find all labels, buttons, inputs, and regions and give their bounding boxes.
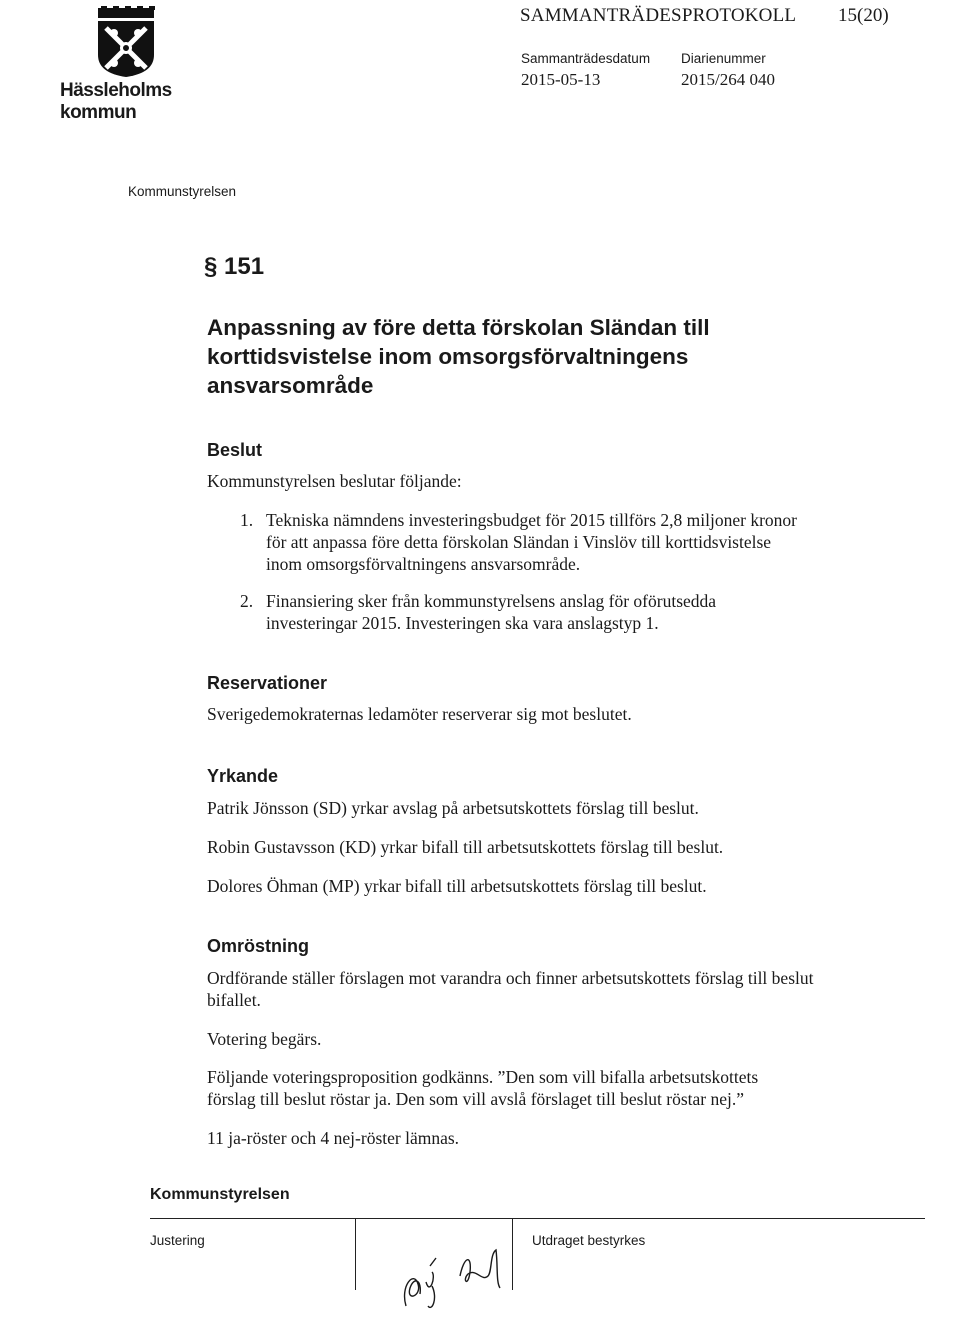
vote-heading: Omröstning <box>207 936 309 956</box>
organ-name: Kommunstyrelsen <box>128 184 237 199</box>
paragraph-number: § 151 <box>204 253 265 280</box>
reg-no: 2015/264 040 <box>681 70 775 89</box>
decision-item <box>240 509 800 575</box>
reg-no-label: Diarienummer <box>681 51 766 66</box>
vote-paragraph: Votering begärs. <box>207 1029 322 1049</box>
footer-column-divider <box>355 1218 356 1290</box>
meeting-date: 2015-05-13 <box>521 70 601 89</box>
decision-item-number: 2. <box>240 591 254 611</box>
page-number: 15(20) <box>838 5 889 26</box>
decision-item-text: Finansiering sker från kommunstyrelsens anslag för oförutsedda investeringar 2015. Investeringen ska vara anslagstyp 1. <box>266 591 717 633</box>
motion-line: Robin Gustavsson (KD) yrkar bifall till arbetsutskottets förslag till beslut. <box>207 837 724 857</box>
reservations-heading: Reservationer <box>207 673 328 693</box>
decision-heading: Beslut <box>207 440 263 460</box>
handwritten-initials <box>392 1236 522 1316</box>
decision-item-text: Tekniska nämndens investeringsbudget för 2015 tillförs 2,8 miljoner kronor för att anpassa före detta förskolan Sländan i Vinslöv till korttidsvistelse inom omsorgsförvaltningens ansvarsområde. <box>266 510 797 574</box>
justering-label: Justering <box>150 1233 205 1248</box>
motions-heading: Yrkande <box>207 766 279 786</box>
protocol-title: SAMMANTRÄDESPROTOKOLL <box>520 5 797 26</box>
decision-intro: Kommunstyrelsen beslutar följande: <box>207 471 462 491</box>
motion-line: Dolores Öhman (MP) yrkar bifall till arbetsutskottets förslag till beslut. <box>207 876 707 896</box>
decision-item <box>240 590 800 634</box>
footer-organ: Kommunstyrelsen <box>150 1186 290 1203</box>
vote-paragraph: Följande voteringsproposition godkänns. ”Den som vill bifalla arbetsutskottets förslag till beslut röstar ja. Den som vill avslå förslaget till beslut röstar nej.” <box>207 1067 759 1109</box>
meeting-date-label: Sammanträdesdatum <box>521 51 651 66</box>
vote-paragraph: Ordförande ställer förslagen mot varandra och finner arbetsutskottets förslag till beslut bifallet. <box>207 968 814 1010</box>
vote-result: 11 ja-röster och 4 nej-röster lämnas. <box>207 1128 460 1148</box>
motion-line: Patrik Jönsson (SD) yrkar avslag på arbetsutskottets förslag till beslut. <box>207 798 699 818</box>
municipality-logo <box>60 6 200 124</box>
footer-divider <box>150 1218 925 1219</box>
decision-item-number: 1. <box>240 510 254 530</box>
coat-of-arms-icon <box>94 6 158 78</box>
page-title: Anpassning av före detta förskolan Sländan till korttidsvistelse inom omsorgsförvaltningens ansvarsområde <box>207 315 710 398</box>
extract-label: Utdraget bestyrkes <box>532 1233 646 1248</box>
municipality-name: Hässleholms <box>60 80 172 101</box>
reservations-text: Sverigedemokraternas ledamöter reserverar sig mot beslutet. <box>207 704 632 724</box>
municipality-suffix: kommun <box>60 102 137 123</box>
